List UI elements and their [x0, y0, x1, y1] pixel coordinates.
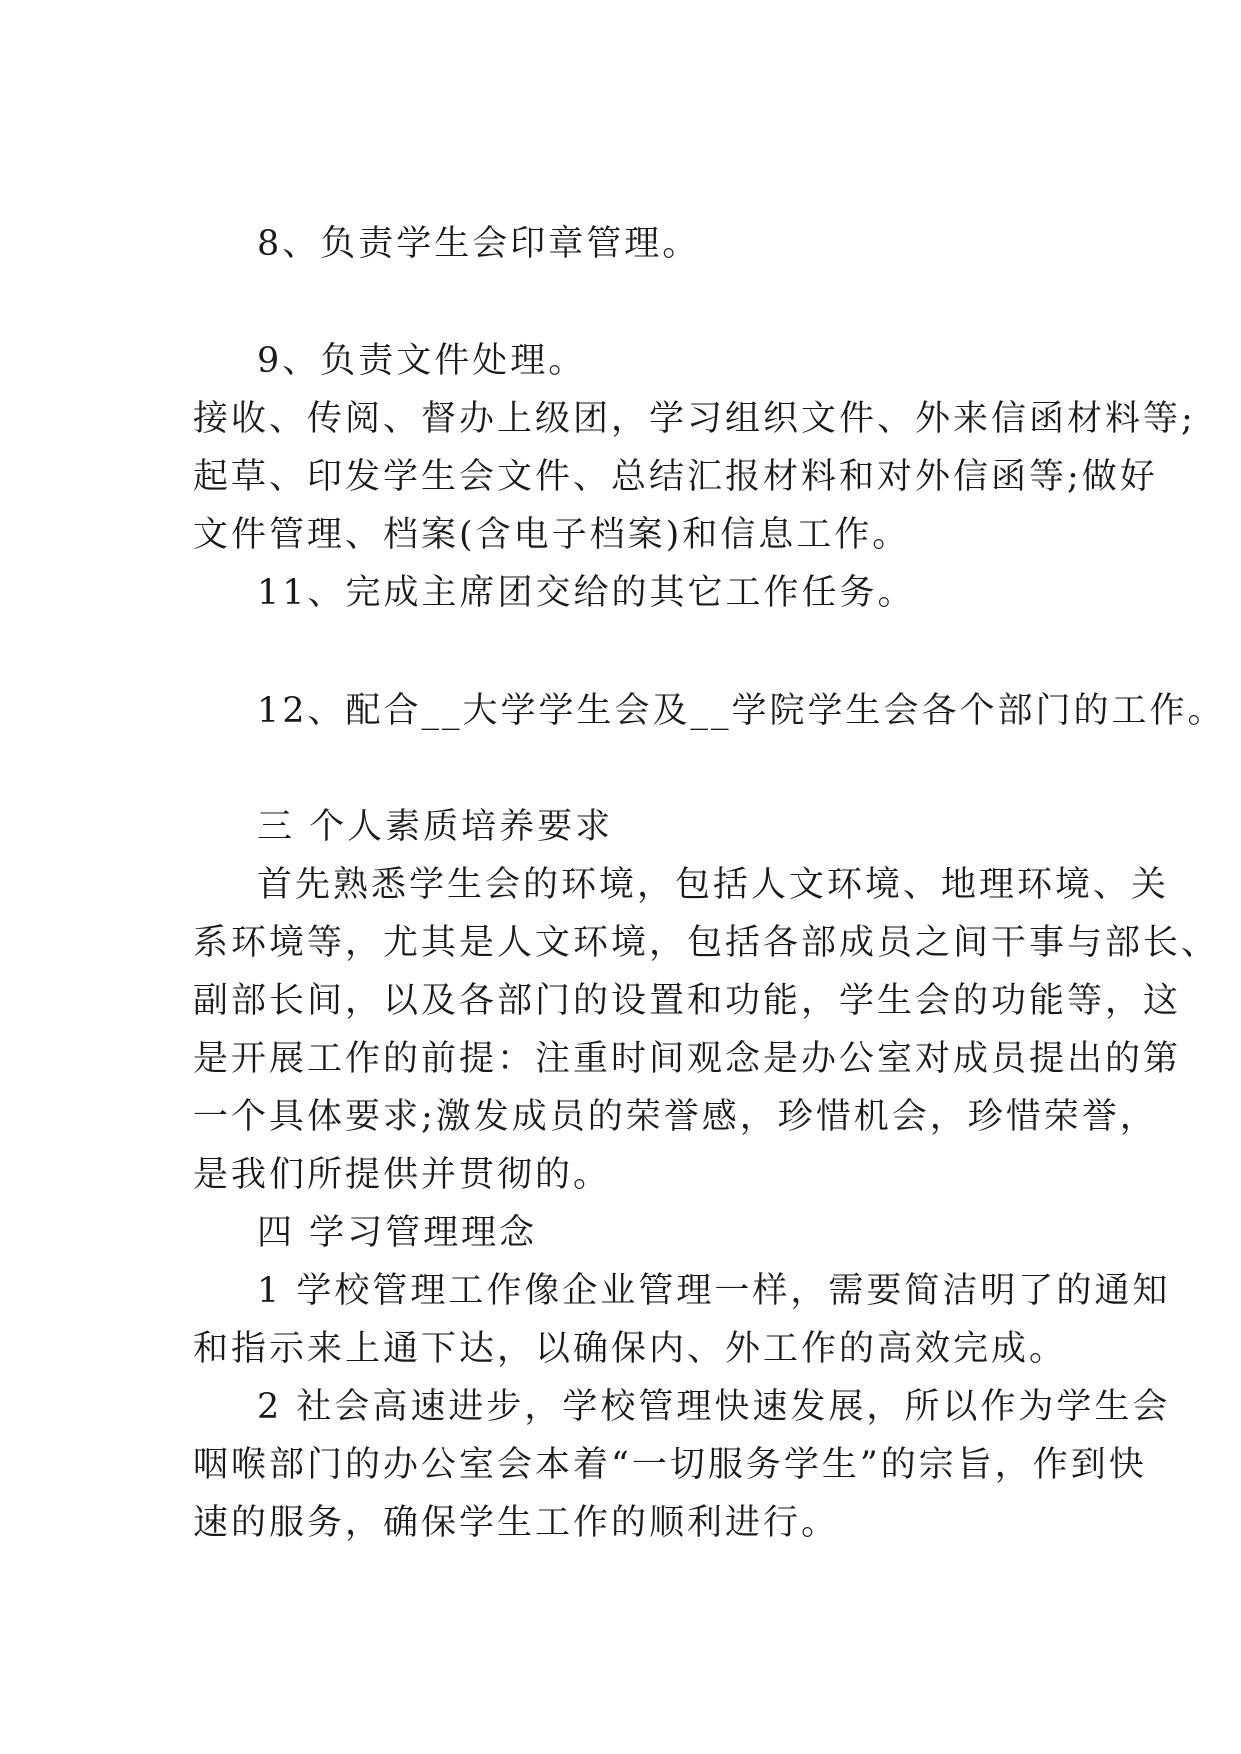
paragraph-line: 1 学校管理工作像企业管理一样，需要简洁明了的通知: [257, 1271, 1171, 1311]
paragraph-line: 2 社会高速进步，学校管理快速发展，所以作为学生会: [257, 1387, 1171, 1427]
paragraph-line: 速的服务，确保学生工作的顺利进行。: [193, 1503, 840, 1543]
paragraph-line: 接收、传阅、督办上级团，学习组织文件、外来信函材料等;: [193, 399, 1196, 439]
paragraph-line: 一个具体要求;激发成员的荣誉感，珍惜机会，珍惜荣誉，: [193, 1097, 1158, 1137]
paragraph-line: 和指示来上通下达，以确保内、外工作的高效完成。: [193, 1329, 1068, 1369]
paragraph-line: 是我们所提供并贯彻的。: [193, 1155, 612, 1195]
paragraph-line: 副部长间，以及各部门的设置和功能，学生会的功能等，这: [193, 981, 1182, 1021]
paragraph-line: 起草、印发学生会文件、总结汇报材料和对外信函等;做好: [193, 457, 1158, 497]
item-8: 8、负责学生会印章管理。: [257, 224, 701, 264]
section-heading-3: 三 个人素质培养要求: [257, 807, 614, 847]
paragraph-line: 咽喉部门的办公室会本着“一切服务学生”的宗旨，作到快: [193, 1445, 1147, 1485]
item-11: 11、完成主席团交给的其它工作任务。: [257, 573, 916, 613]
item-12: 12、配合__大学学生会及__学院学生会各个部门的工作。: [257, 691, 1226, 731]
paragraph-line: 系环境等，尤其是人文环境，包括各部成员之间干事与部长、: [193, 923, 1220, 963]
paragraph-line: 首先熟悉学生会的环境，包括人文环境、地理环境、关: [257, 865, 1170, 905]
section-heading-4: 四 学习管理理念: [257, 1213, 538, 1253]
item-9: 9、负责文件处理。: [257, 341, 587, 381]
paragraph-line: 是开展工作的前提：注重时间观念是办公室对成员提出的第: [193, 1039, 1182, 1079]
paragraph-line: 文件管理、档案(含电子档案)和信息工作。: [193, 515, 911, 555]
